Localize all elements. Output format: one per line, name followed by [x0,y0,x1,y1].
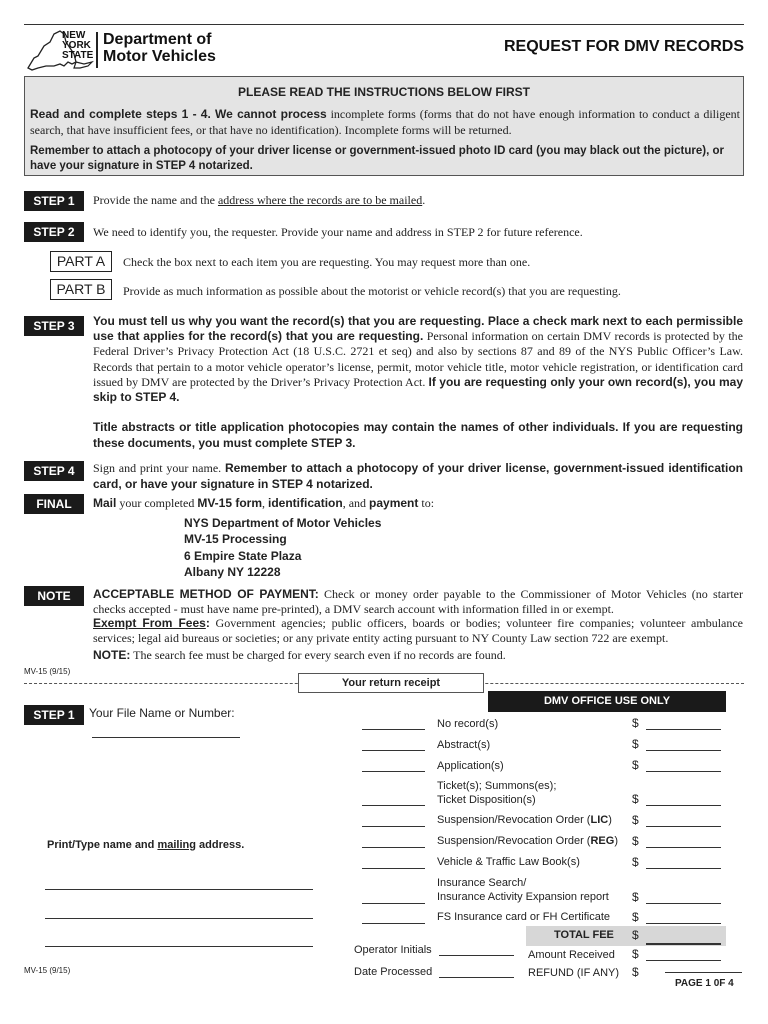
step3-normal-1: Personal information on certain DMV records is protected by the Federal Driver’s Privacy Protection Act (18 U.S.C. 2721 et seq) and also by sections 87 and 89 of the NYS Public Officer’s Law. Records that pertain to a motor vehicle operator’s license, permit, motor vehicle title, motor vehicle registration, or identification card issued by DMV are protected by the Driver’s Privacy Protection Act. [93,329,743,389]
fee-count-line[interactable] [362,729,425,730]
logo-line-york: YORK [62,40,91,51]
fee-amount-line[interactable] [646,771,721,772]
amount-received-dollar: $ [632,947,639,961]
receipt-step1-badge: STEP 1 [24,705,84,725]
note-exempt [93,616,743,646]
date-processed-line[interactable] [439,977,514,978]
fee-count-line[interactable] [362,903,425,904]
step4-badge: STEP 4 [24,461,84,481]
final-and: , and [342,496,370,510]
page-number: PAGE 1 0F 4 [675,978,734,989]
fee-label-strong: LIC [590,814,609,826]
final-text-a: your completed [116,496,198,510]
fee-label-strong: REG [590,835,615,847]
amount-received-line[interactable] [646,960,721,961]
fee-amount-line[interactable] [646,826,721,827]
final-mv15: MV-15 form [197,496,263,510]
address-line-4: Albany NY 12228 [184,564,281,579]
header-top-rule [24,24,744,25]
dept-line-2: Motor Vehicles [103,48,216,65]
address-input-line-3[interactable] [45,946,313,947]
fee-dollar: $ [632,855,639,869]
print-name-label-mailing: mailing [157,839,196,851]
final-payment: payment [369,496,419,510]
fee-dollar: $ [632,792,639,806]
refund-dollar: $ [632,965,639,979]
step3-bold-1: You must tell us why you want the record(s) that you are requesting. Place a check mark next to each permissible use that applies for the record(s) that you are requesting. [93,314,743,344]
step1-badge: STEP 1 [24,191,84,211]
step1-text-underlined: address where the records are to be mailed [217,193,423,207]
dept-line-1: Department of [103,31,212,48]
fee-amount-line[interactable] [646,750,721,751]
total-fee-label: TOTAL FEE [554,929,614,941]
form-code-bottom: MV-15 (9/15) [24,966,71,975]
note-exempt-label: Exempt From Fees [93,616,206,630]
fee-label: FS Insurance card or FH Certificate [437,911,611,923]
instructions-para-1-bold: Read and complete steps 1 - 4. We cannot process [30,107,327,121]
fee-label: Insurance Activity Expansion report [437,891,609,903]
instructions-para-1-text: incomplete forms (forms that do not have enough information to conduct a diligent search, that have insufficient fees, or that have no identification). Incomplete forms will be returned. [30,107,740,137]
page-number-rule [665,972,742,973]
logo-line-state: STATE [62,50,94,61]
fee-label-tail: ) [614,835,618,847]
form-code-top: MV-15 (9/15) [24,667,71,676]
fee-label-line1: Ticket(s); Summons(es); [437,780,557,792]
step4-text [93,460,743,492]
final-comma: , [262,496,269,510]
fee-amount-line[interactable] [646,847,721,848]
fee-label [437,813,612,828]
part-a-badge: PART A [50,251,112,272]
fee-count-line[interactable] [362,750,425,751]
logo-line-new: NEW [62,30,86,41]
final-identification: identification [268,496,343,510]
note-exempt-text: Government agencies; public officers, boards or bodies; volunteer fire companies; volunteer ambulance services; legal aid bureaus or societies; or any private entity acting pursuant to NY County Law section 722 are exempt. [93,616,744,645]
step3-text [93,314,743,405]
fee-amount-line[interactable] [646,923,721,924]
final-badge: FINAL [24,494,84,514]
address-input-line-2[interactable] [45,918,313,919]
fee-label: Vehicle & Traffic Law Book(s) [437,856,580,868]
fee-dollar: $ [632,737,639,751]
part-a-text: Check the box next to each item you are requesting. You may request more than one. [123,255,531,269]
note-search-fee [93,648,506,663]
note-badge: NOTE [24,586,84,606]
fee-count-line[interactable] [362,868,425,869]
final-mail: Mail [93,496,117,510]
address-line-2: MV-15 Processing [184,532,287,547]
step1-text-b: . [422,193,426,207]
note-payment-text: Check or money order payable to the Commissioner of Motor Vehicles (no starter checks accepted - must have name pre-printed), a DMV search account with information filled in or exempt. [93,587,744,616]
fee-label-text: Suspension/Revocation Order ( [437,814,591,826]
note-payment-bold: ACCEPTABLE METHOD OF PAYMENT: [93,587,319,601]
fee-label-tail: ) [608,814,612,826]
fee-dollar: $ [632,890,639,904]
note-payment [93,587,743,617]
step1-text [93,193,425,208]
file-name-input-line[interactable] [92,737,240,738]
part-b-badge: PART B [50,279,112,300]
note-search-fee-text: The search fee must be charged for every search even if no records are found. [133,648,506,662]
address-line-3: 6 Empire State Plaza [184,548,302,563]
dept-name [103,31,216,65]
final-to: to: [418,496,435,510]
print-name-label-b: address. [195,839,245,851]
fee-label: Application(s) [437,760,504,772]
step2-badge: STEP 2 [24,222,84,242]
part-b-text: Provide as much information as possible about the motorist or vehicle record(s) that you are requesting. [123,284,621,298]
fee-label-line1: Insurance Search/ [437,877,527,889]
final-text [93,496,434,511]
fee-count-line[interactable] [362,923,425,924]
note-search-fee-bold: NOTE: [93,648,131,662]
refund-label: REFUND (IF ANY) [528,967,620,979]
fee-dollar: $ [632,834,639,848]
fee-count-line[interactable] [362,847,425,848]
fee-dollar: $ [632,716,639,730]
fee-count-line[interactable] [362,771,425,772]
fee-label: Ticket Disposition(s) [437,794,536,806]
step3-bold-3: Title abstracts or title application photocopies may contain the names of other individuals. If you are requesting these documents, you must complete STEP 3. [93,420,743,450]
fee-dollar: $ [632,910,639,924]
ny-state-logo-text [62,31,93,61]
dmv-office-use-header: DMV OFFICE USE ONLY [488,691,726,712]
instructions-para-1 [30,106,740,138]
address-input-line-1[interactable] [45,889,313,890]
fee-amount-line[interactable] [646,729,721,730]
operator-initials-label: Operator Initials [354,944,432,956]
fee-label: No record(s) [437,718,499,730]
date-processed-label: Date Processed [354,966,433,978]
address-line-1: NYS Department of Motor Vehicles [184,516,382,530]
print-name-label-a: Print/Type name and [47,839,158,851]
note-exempt-colon: : [205,616,210,630]
step4-normal: Sign and print your name. [93,461,222,475]
step3-badge: STEP 3 [24,316,84,336]
step2-text: We need to identify you, the requester. Provide your name and address in STEP 2 for future reference. [93,225,583,239]
instructions-para-2: Remember to attach a photocopy of your driver license or government-issued photo ID card (you may black out the picture), or have your signature in STEP 4 notarized. [30,145,724,172]
fee-dollar: $ [632,813,639,827]
fee-dollar: $ [632,758,639,772]
file-name-label: Your File Name or Number: [89,706,235,720]
step3-bold-2: If you are requesting only your own record(s), you may skip to STEP 4. [93,374,743,405]
instructions-heading: PLEASE READ THE INSTRUCTIONS BELOW FIRST [237,85,530,99]
mailing-address [184,515,381,580]
fee-label: Abstract(s) [437,739,491,751]
logo-divider [96,32,98,68]
print-name-label [47,839,244,851]
fee-count-line[interactable] [362,805,425,806]
step1-text-a: Provide the name and the [93,193,218,207]
total-fee-line[interactable] [646,943,721,945]
fee-amount-line[interactable] [646,805,721,806]
total-fee-dollar: $ [632,928,639,942]
return-receipt-title: Your return receipt [298,673,484,693]
fee-count-line[interactable] [362,826,425,827]
fee-amount-line[interactable] [646,868,721,869]
fee-label-text: Suspension/Revocation Order ( [437,835,591,847]
step4-bold: Remember to attach a photocopy of your driver license, government-issued identification card, or have your signature in STEP 4 notarized. [93,461,743,491]
form-title: REQUEST FOR DMV RECORDS [503,38,744,55]
operator-initials-line[interactable] [439,955,514,956]
amount-received-label: Amount Received [528,949,615,961]
fee-label [437,834,618,849]
fee-amount-line[interactable] [646,903,721,904]
